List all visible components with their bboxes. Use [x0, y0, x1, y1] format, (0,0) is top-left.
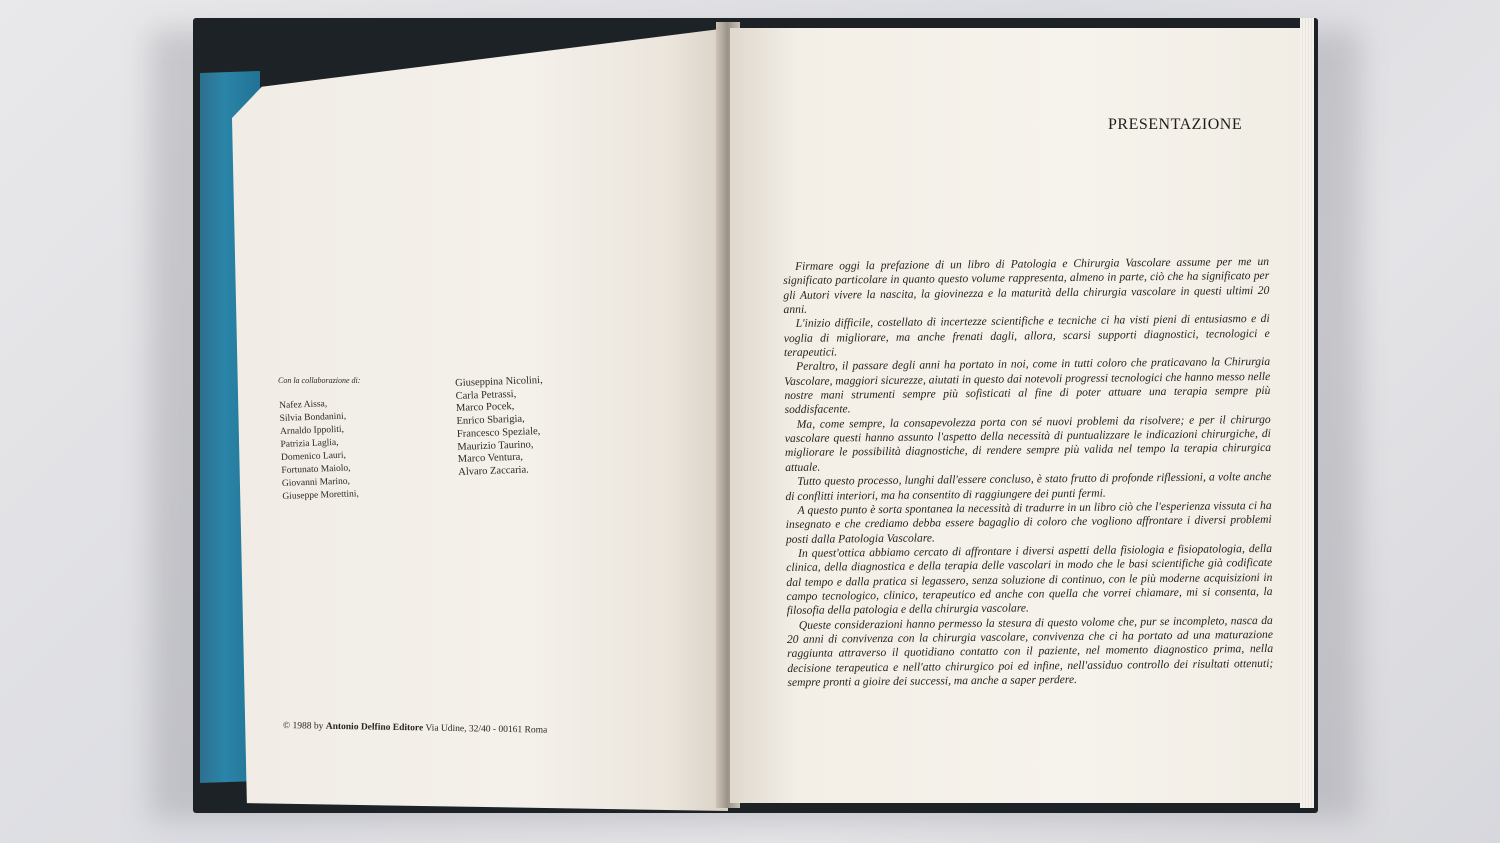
collaborator-name: Arnaldo Ippoliti, — [279, 424, 345, 437]
paragraph: In quest'ottica abbiamo cercato di affrontare i diversi aspetti della fisiologia e fisiopatologia, della clinica, della diagnostica e della terapia delle vascolari in modo che le basi scientifiche già codificate dal tempo e dalla pratica si legassero, senza soluzione di continuo, con le più moderne acquisizioni in campo tecnologico, clinico, terapeutico ed anche con quella che vorrei chiamare, mi si consenta, la filosofia della patologia e della chirurgia vascolare. — [786, 541, 1273, 618]
collaborator-name: Enrico Sbarigia, — [456, 413, 525, 428]
paragraph: L'inizio difficile, costellato di incertezze scientifiche e tecniche ci ha visti pieni di entusiasmo e di voglia di migliorare, ma anche frenati dagli, allora, scarsi supporti diagnostici, tecnologici e terapeutici. — [783, 312, 1270, 360]
collaborator-name: Maurizio Taurino, — [457, 438, 534, 453]
collaborator-name: Giovanni Marino, — [281, 476, 351, 489]
collaborators-column-2 — [455, 375, 546, 480]
collaborator-name: Patrizia Laglia, — [280, 437, 339, 450]
page-edges — [1300, 18, 1314, 808]
page-title: PRESENTAZIONE — [1108, 116, 1243, 133]
paragraph: Tutto questo processo, lunghi dall'essere concluso, è stato frutto di profonde riflessioni, a volte anche di conflitti interiori, ma ha consentito di raggiungere dei punti fermi. — [785, 470, 1272, 503]
paragraph: Ma, come sempre, la consapevolezza porta con sé nuovi problemi da risolvere; e per il chirurgo vascolare questi hanno assunto l'aspetto della necessità di puntualizzare le indicazioni chirurgiche, di migliorare le possibilità diagnostiche, di rendere sempre più valida nel tempo la terapia chirurgica attuale. — [784, 412, 1272, 474]
collaborator-name: Nafez Aissa, — [279, 399, 328, 411]
collaborator-name: Carla Petrassi, — [455, 388, 517, 402]
collaborator-name: Alvaro Zaccaria. — [458, 464, 529, 478]
paragraph: Firmare oggi la prefazione di un libro di Patologia e Chirurgia Vascolare assume per me un significato particolare in quanto questo volume rappresenta, almeno in parte, ciò che ha significato per gli Autori vivere la nascita, la giovinezza e la maturità della chirurgia vascolare in questi ultimi 20 anni. — [783, 254, 1270, 317]
collaboration-heading: Con la collaborazione di: — [278, 376, 361, 385]
copyright-address: Via Udine, 32/40 - 00161 Roma — [425, 723, 548, 736]
collaborator-name: Silvia Bondanini, — [279, 411, 347, 424]
collaborator-name: Giuseppe Morettini, — [282, 489, 360, 502]
copyright-publisher: Antonio Delfino Editore — [325, 721, 424, 734]
collaborator-name: Fortunato Maiolo, — [281, 463, 351, 476]
paragraph: A questo punto è sorta spontanea la necessità di tradurre in un libro ciò che l'esperienza vissuta ci ha insegnato e che crediamo debba essere bagaglio di coloro che vogliono affrontare i diversi problemi posti dalla Patologia Vascolare. — [785, 498, 1272, 546]
collaborator-name: Marco Pocek, — [455, 401, 515, 415]
presentation-body — [783, 255, 1273, 690]
collaborator-name: Francesco Speziale, — [456, 425, 541, 440]
paragraph: Peraltro, il passare degli anni ha portato in noi, come in tutti coloro che praticavano la Chirurgia Vascolare, maggiori sicurezze, aiutati in questo dai notevoli progressi tecnologici che hanno messo nelle nostre mani strumenti sempre più sofisticati al fine di poter attuare una terapia sempre più soddisfacente. — [784, 355, 1271, 417]
collaborator-name: Giuseppina Nicolini, — [455, 374, 543, 389]
collaborators-column-1 — [279, 397, 359, 504]
collaborator-name: Marco Ventura, — [457, 451, 524, 466]
copyright-prefix: © 1988 by — [282, 721, 324, 732]
collaborator-name: Domenico Lauri, — [280, 450, 347, 463]
paragraph: Queste considerazioni hanno permesso la stesura di questo volome che, pur se incompleto, nasca da 20 anni di convivenza con la chirurgia vascolare, convivenza che ci ha portato ad una maturazione raggiunta attraverso il quotidiano contatto con il paziente, nel momento diagnostico prima, nella decisione terapeutica e nell'atto chirurgico poi ed infine, nell'assiduo controllo dei risultati ottenuti; sempre pronti a gioire dei successi, ma anche a saper perdere. — [786, 613, 1274, 689]
